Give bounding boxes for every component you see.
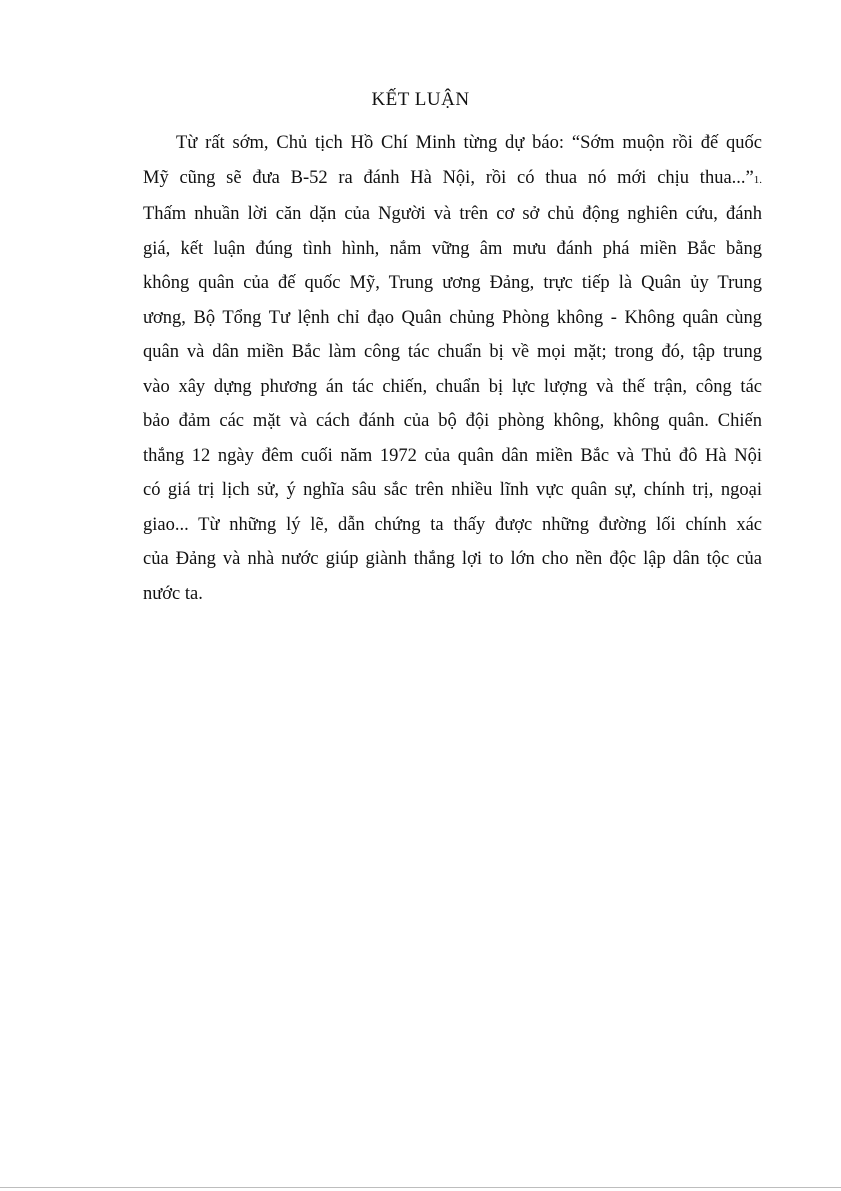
paragraph-line: bảo đảm các mặt và cách đánh của bộ đội phòng không, không quân. Chiến — [143, 411, 762, 431]
page-bottom-divider — [0, 1187, 841, 1188]
paragraph-line: thắng 12 ngày đêm cuối năm 1972 của quân dân miền Bắc và Thủ đô Hà Nội — [143, 445, 762, 466]
paragraph-line: quân và dân miền Bắc làm công tác chuẩn bị về mọi mặt; trong đó, tập trung — [143, 342, 762, 362]
footnote-reference[interactable]: 1. — [753, 173, 762, 186]
paragraph-line-with-footnote — [143, 161, 762, 198]
paragraph-line: có giá trị lịch sử, ý nghĩa sâu sắc trên nhiều lĩnh vực quân sự, chính trị, ngoại — [143, 480, 762, 500]
paragraph-line: Thấm nhuần lời căn dặn của Người và trên cơ sở chủ động nghiên cứu, đánh — [143, 204, 762, 224]
paragraph-line-text: Mỹ cũng sẽ đưa B-52 ra đánh Hà Nội, rồi có thua nó mới chịu thua...” — [143, 167, 754, 188]
paragraph-line: Từ rất sớm, Chủ tịch Hồ Chí Minh từng dự báo: “Sớm muộn rồi đế quốc — [176, 133, 762, 153]
paragraph-line: vào xây dựng phương án tác chiến, chuẩn bị lực lượng và thế trận, công tác — [143, 376, 762, 397]
paragraph-line: ương, Bộ Tổng Tư lệnh chỉ đạo Quân chủng Phòng không - Không quân cùng — [143, 307, 762, 328]
paragraph-line: giao... Từ những lý lẽ, dẫn chứng ta thấy được những đường lối chính xác — [143, 514, 762, 535]
paragraph-line: của Đảng và nhà nước giúp giành thắng lợi to lớn cho nền độc lập dân tộc của — [143, 549, 762, 569]
conclusion-paragraph — [143, 126, 762, 611]
paragraph-line: không quân của đế quốc Mỹ, Trung ương Đảng, trực tiếp là Quân ủy Trung — [143, 273, 762, 293]
page-title: KẾT LUẬN — [371, 89, 470, 110]
paragraph-line: giá, kết luận đúng tình hình, nắm vững âm mưu đánh phá miền Bắc bằng — [143, 238, 762, 259]
paragraph-line: nước ta. — [143, 583, 203, 604]
